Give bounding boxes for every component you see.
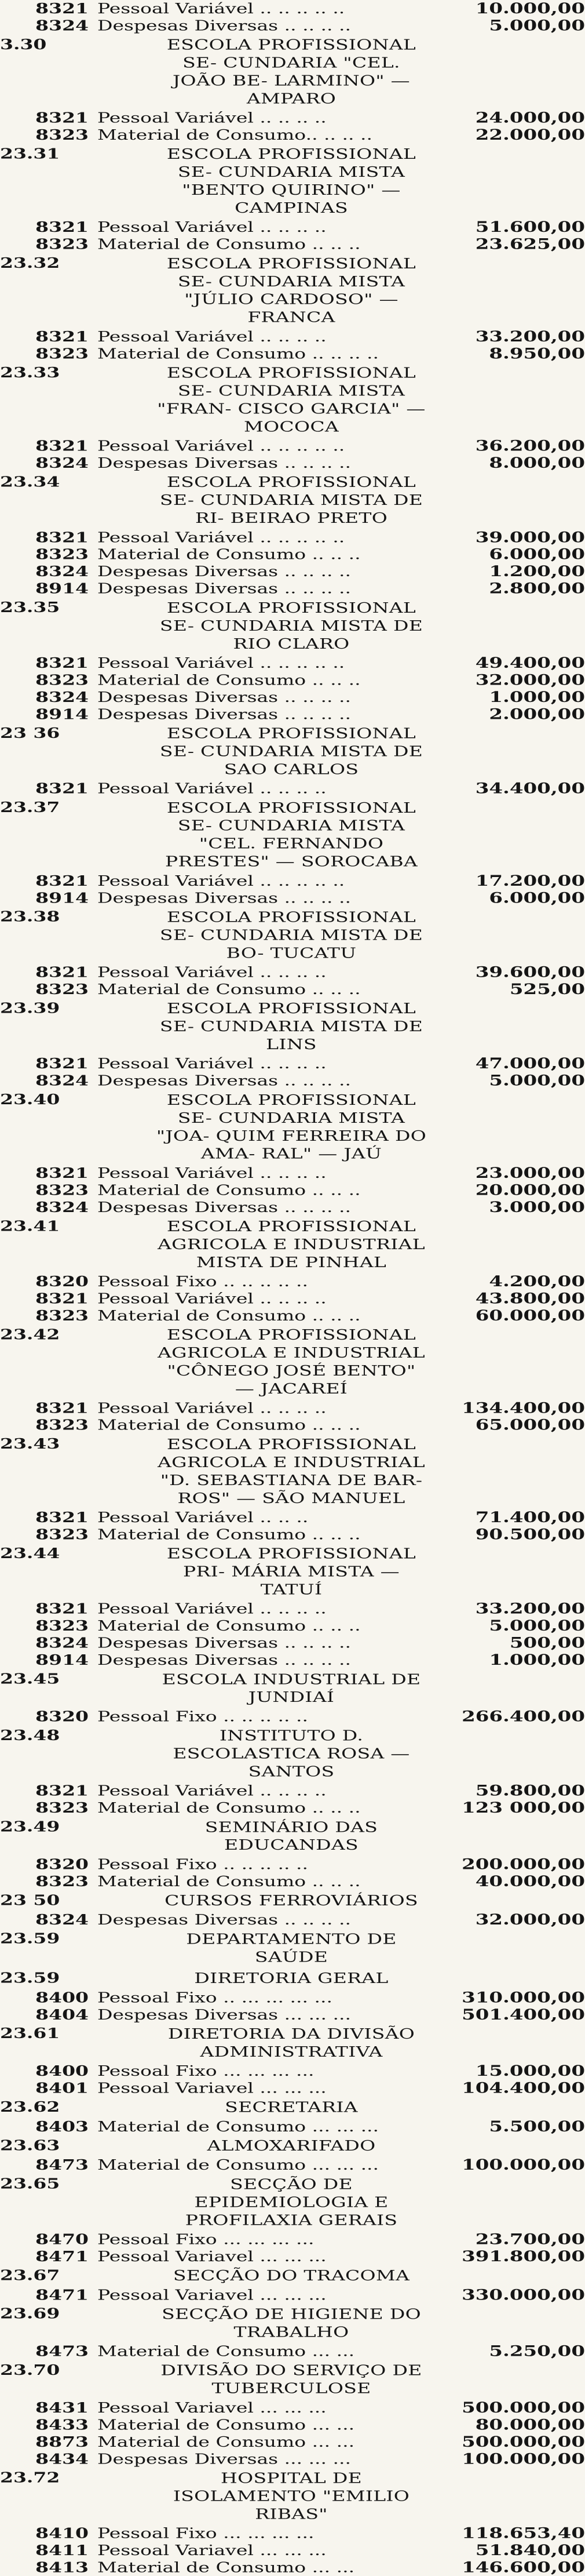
amount-value: 5.000,00 [489, 1617, 585, 1635]
section-number: 23.49 [0, 1818, 60, 1835]
amount-value: 200.000,00 [462, 1855, 585, 1873]
amount-value: 3.000,00 [489, 1199, 585, 1216]
expense-description: Material de Consumo .. .. .. [97, 981, 361, 998]
account-code: 8321 [35, 1782, 89, 1799]
expense-description: Pessoal Variável .. .. .. .. .. [97, 654, 345, 671]
section-number: 23.38 [0, 908, 60, 925]
amount-value: 500.000,00 [462, 2433, 585, 2451]
amount-value: 51.600,00 [475, 219, 585, 236]
amount-value: 90.500,00 [475, 1526, 585, 1544]
account-code: 8400 [35, 1989, 89, 2006]
account-code: 8411 [35, 2542, 89, 2559]
expense-description: Pessoal Variável .. .. .. .. [97, 963, 327, 981]
amount-value: 2.800,00 [489, 580, 585, 598]
expense-description: Pessoal Variável .. .. .. .. .. [97, 872, 345, 889]
account-code: 8324 [35, 454, 89, 471]
expense-description: Despesas Diversas ... ... ... [97, 2006, 351, 2023]
amount-value: 60.000,00 [475, 1307, 585, 1325]
amount-value: 47.000,00 [475, 1055, 585, 1072]
account-code: 8321 [35, 780, 89, 797]
amount-value: 1.200,00 [489, 563, 585, 580]
expense-description: Pessoal Variável .. .. .. .. [97, 780, 327, 797]
section-title: ESCOLA PROFISSIONAL SE- CUNDARIA MISTA "BENTO QUIRINO" — CAMPINAS [166, 145, 416, 216]
amount-value: 5.500,00 [489, 2118, 585, 2135]
section-title: ESCOLA PROFISSIONAL SE- CUNDARIA MISTA "FRAN- CISCO GARCIA" — MOCOCA [157, 364, 426, 435]
amount-value: 23.700,00 [475, 2231, 585, 2248]
section-title: SECÇÃO DE HIGIENE DO TRABALHO [162, 2305, 421, 2341]
account-code: 8324 [35, 689, 89, 705]
amount-value: 59.800,00 [475, 1782, 585, 1800]
section-title: ESCOLA PROFISSIONAL SE- CUNDARIA MISTA "CEL. FERNANDO PRESTES" — SOROCABA [164, 799, 418, 870]
expense-description: Pessoal Fixo ... ... ... ... [97, 2524, 315, 2542]
account-code: 8323 [35, 126, 89, 143]
amount-value: 49.400,00 [475, 654, 585, 672]
expense-description: Despesas Diversas .. .. .. .. [97, 1651, 351, 1668]
expense-description: Pessoal Variável .. .. .. .. [97, 109, 327, 126]
account-code: 8321 [35, 529, 89, 546]
account-code: 8320 [35, 1855, 89, 1873]
amount-value: 501.400,00 [462, 2006, 585, 2024]
section-number: 23.34 [0, 473, 60, 490]
expense-description: Despesas Diversas .. .. .. .. [97, 563, 351, 580]
section-number: 23.43 [0, 1435, 60, 1453]
amount-value: 39.000,00 [475, 529, 585, 546]
expense-description: Despesas Diversas .. .. .. .. [97, 580, 351, 597]
section-title: ESCOLA PROFISSIONAL SE- CUNDARIA MISTA DE RIO CLARO [159, 599, 423, 652]
amount-value: 6.000,00 [489, 889, 585, 907]
section-title: HOSPITAL DE ISOLAMENTO "EMILIO RIBAS" [173, 2469, 410, 2523]
account-code: 8323 [35, 1307, 89, 1324]
section-title: SECRETARIA [225, 2098, 358, 2116]
amount-value: 6.000,00 [489, 545, 585, 563]
expense-description: Pessoal Variavel ... ... ... [97, 2399, 327, 2416]
expense-description: Pessoal Variavel ... ... ... [97, 2542, 327, 2559]
expense-description: Despesas Diversas .. .. .. .. [97, 454, 351, 471]
account-code: 8323 [35, 1617, 89, 1635]
expense-description: Material de Consumo ... ... ... [97, 2156, 379, 2174]
account-code: 8403 [35, 2118, 89, 2135]
expense-description: Pessoal Variável .. .. .. .. [97, 1782, 327, 1799]
amount-value: 104.400,00 [462, 2079, 585, 2097]
expense-description: Material de Consumo .. .. .. [97, 235, 361, 253]
amount-value: 10.000,00 [475, 0, 585, 17]
amount-value: 51.840,00 [475, 2542, 585, 2559]
section-number: 23.61 [0, 2025, 60, 2042]
account-code: 8321 [35, 219, 89, 236]
expense-description: Material de Consumo .. .. .. [97, 671, 361, 689]
section-title: SECÇÃO DO TRACOMA [173, 2267, 410, 2284]
section-number: 23.72 [0, 2469, 60, 2486]
expense-description: Despesas Diversas .. .. .. .. [97, 1199, 351, 1216]
expense-description: Despesas Diversas .. .. .. .. [97, 1911, 351, 1929]
expense-description: Despesas Diversas .. .. .. .. [97, 889, 351, 907]
section-number: 23 36 [0, 724, 60, 741]
account-code: 8323 [35, 545, 89, 563]
section-title: ESCOLA PROFISSIONAL SE- CUNDARIA MISTA "JOA- QUIM FERREIRA DO AMA- RAL" — JAÚ [156, 1091, 427, 1162]
expense-description: Pessoal Variavel ... ... ... [97, 2286, 327, 2304]
amount-value: 1.000,00 [489, 689, 585, 706]
expense-description: Material de Consumo .. .. .. [97, 1873, 361, 1890]
amount-value: 32.000,00 [475, 1911, 585, 1929]
account-code: 8914 [35, 889, 89, 907]
expense-description: Material de Consumo ... ... [97, 2433, 355, 2450]
account-code: 8323 [35, 1181, 89, 1199]
expense-description: Pessoal Fixo .. .. .. .. .. [97, 1855, 308, 1873]
expense-description: Pessoal Variável .. .. .. .. [97, 328, 327, 345]
account-code: 8321 [35, 1600, 89, 1617]
section-title: ESCOLA INDUSTRIAL DE JUNDIAÍ [162, 1671, 421, 1706]
section-title: CURSOS FERROVIÁRIOS [164, 1892, 418, 1909]
account-code: 8321 [35, 1165, 89, 1181]
section-number: 23.63 [0, 2137, 60, 2154]
expense-description: Material de Consumo ... ... ... [97, 2118, 379, 2135]
amount-value: 40.000,00 [475, 1873, 585, 1890]
section-title: ESCOLA PROFISSIONAL SE- CUNDARIA MISTA DE BO- TUCATU [159, 908, 423, 962]
expense-description: Pessoal Variável .. .. .. .. [97, 1055, 327, 1072]
expense-description: Pessoal Variável .. .. .. [97, 1509, 309, 1526]
account-code: 8413 [35, 2559, 89, 2576]
account-code: 8324 [35, 17, 89, 34]
expense-description: Material de Consumo .. .. .. [97, 1799, 361, 1816]
amount-value: 310.000,00 [462, 1989, 585, 2006]
amount-value: 71.400,00 [475, 1509, 585, 1526]
account-code: 8321 [35, 963, 89, 981]
amount-value: 500.000,00 [462, 2399, 585, 2417]
account-code: 8320 [35, 1708, 89, 1725]
amount-value: 80.000,00 [475, 2416, 585, 2433]
expense-description: Material de Consumo .. .. .. [97, 1617, 361, 1635]
account-code: 8321 [35, 872, 89, 889]
expense-description: Pessoal Fixo .. ... ... ... ... [97, 1989, 332, 2006]
amount-value: 500,00 [509, 1634, 585, 1652]
section-number: 23.32 [0, 254, 60, 271]
amount-value: 5.000,00 [489, 1072, 585, 1090]
amount-value: 33.200,00 [475, 1600, 585, 1618]
account-code: 8321 [35, 1509, 89, 1526]
section-title: ESCOLA PROFISSIONAL AGRICOLA E INDUSTRIAL "CÔNEGO JOSÉ BENTO" — JACAREÍ [158, 1326, 425, 1397]
account-code: 8401 [35, 2079, 89, 2097]
account-code: 8321 [35, 654, 89, 671]
account-code: 8321 [35, 1290, 89, 1307]
amount-value: 32.000,00 [475, 671, 585, 689]
account-code: 8410 [35, 2524, 89, 2542]
account-code: 8321 [35, 1055, 89, 1072]
expense-description: Pessoal Variável .. .. .. .. .. [97, 529, 345, 546]
account-code: 8324 [35, 563, 89, 580]
amount-value: 36.200,00 [475, 437, 585, 455]
expense-description: Despesas Diversas .. .. .. .. [97, 17, 351, 34]
amount-value: 2.000,00 [489, 705, 585, 723]
account-code: 8873 [35, 2433, 89, 2450]
amount-value: 17.200,00 [475, 872, 585, 890]
expense-description: Despesas Diversas .. .. .. .. [97, 705, 351, 723]
expense-description: Pessoal Variável .. .. .. .. [97, 1600, 327, 1617]
account-code: 8323 [35, 1799, 89, 1816]
section-title: ESCOLA PROFISSIONAL SE- CUNDARIA MISTA DE RI- BEIRAO PRETO [159, 474, 423, 526]
account-code: 8323 [35, 981, 89, 998]
amount-value: 33.200,00 [475, 328, 585, 345]
expense-description: Material de Consumo .. .. .. .. [97, 345, 379, 362]
expense-description: Pessoal Variável .. .. .. .. [97, 1290, 327, 1307]
section-title: DEPARTAMENTO DE SAÚDE [186, 1930, 397, 1966]
expense-description: Pessoal Fixo ... ... ... ... [97, 2231, 315, 2248]
expense-description: Material de Consumo .. .. .. [97, 1416, 361, 1433]
amount-value: 23.625,00 [475, 235, 585, 253]
section-title: ESCOLA PROFISSIONAL PRI- MÁRIA MISTA — TATUÍ [166, 1545, 416, 1598]
account-code: 8321 [35, 437, 89, 454]
expense-description: Material de Consumo ... ... [97, 2342, 355, 2360]
expense-description: Pessoal Variável .. .. .. .. [97, 1399, 327, 1417]
section-number: 3.30 [0, 35, 47, 53]
expense-description: Despesas Diversas .. .. .. .. [97, 1072, 351, 1089]
amount-value: 22.000,00 [475, 126, 585, 144]
section-number: 23.65 [0, 2175, 60, 2192]
section-number: 23.44 [0, 1544, 60, 1562]
account-code: 8400 [35, 2062, 89, 2079]
account-code: 8470 [35, 2231, 89, 2248]
account-code: 8320 [35, 1273, 89, 1290]
amount-value: 24.000,00 [475, 109, 585, 127]
expense-description: Material de Consumo ... ... [97, 2416, 355, 2433]
section-title: ESCOLA PROFISSIONAL SE- CUNDARIA MISTA DE SAO CARLOS [159, 725, 423, 778]
section-number: 23.41 [0, 1217, 60, 1235]
account-code: 8323 [35, 1873, 89, 1890]
account-code: 8471 [35, 2248, 89, 2265]
section-number: 23.62 [0, 2098, 60, 2115]
section-number: 23.39 [0, 999, 60, 1017]
section-number: 23.59 [0, 1930, 60, 1947]
account-code: 8323 [35, 1416, 89, 1433]
amount-value: 134.400,00 [462, 1399, 585, 1417]
amount-value: 39.600,00 [475, 963, 585, 981]
account-code: 8321 [35, 328, 89, 345]
amount-value: 118.653,40 [462, 2524, 585, 2542]
section-number: 23.40 [0, 1091, 60, 1108]
account-code: 8914 [35, 580, 89, 597]
amount-value: 34.400,00 [475, 780, 585, 798]
amount-value: 5.250,00 [489, 2342, 585, 2360]
account-code: 8473 [35, 2342, 89, 2360]
section-number: 23.69 [0, 2305, 60, 2322]
account-code: 8323 [35, 235, 89, 253]
expense-description: Pessoal Variável .. .. .. .. [97, 1165, 327, 1181]
amount-value: 525,00 [509, 981, 585, 998]
account-code: 8323 [35, 345, 89, 362]
section-number: 23.31 [0, 145, 60, 162]
amount-value: 266.400,00 [462, 1708, 585, 1726]
amount-value: 5.000,00 [489, 17, 585, 34]
section-number: 23.67 [0, 2266, 60, 2284]
expense-description: Despesas Diversas .. .. .. .. [97, 1634, 351, 1651]
amount-value: 4.200,00 [489, 1273, 585, 1290]
expense-description: Material de Consumo .. .. .. [97, 545, 361, 563]
expense-description: Pessoal Fixo .. .. .. .. .. [97, 1708, 308, 1725]
section-title: ESCOLA PROFISSIONAL AGRICOLA E INDUSTRIAL MISTA DE PINHAL [158, 1218, 425, 1271]
section-title: ESCOLA PROFISSIONAL SE- CUNDARIA MISTA "JÚLIO CARDOSO" — FRANCA [166, 254, 416, 326]
expense-description: Material de Consumo ... ... [97, 2559, 355, 2576]
account-code: 8473 [35, 2156, 89, 2174]
amount-value: 330.000,00 [462, 2286, 585, 2304]
expense-description: Despesas Diversas ... ... ... [97, 2450, 351, 2468]
section-title: INSTITUTO D. ESCOLASTICA ROSA — SANTOS [173, 1727, 410, 1780]
expense-description: Pessoal Variavel ... ... ... [97, 2079, 327, 2097]
section-number: 23.35 [0, 599, 60, 616]
section-title: DIRETORIA GERAL [194, 1970, 389, 1987]
expense-description: Pessoal Variável .. .. .. .. [97, 219, 327, 236]
amount-value: 100.000,00 [462, 2156, 585, 2174]
amount-value: 23.000,00 [475, 1165, 585, 1182]
section-number: 23.33 [0, 363, 60, 381]
amount-value: 20.000,00 [475, 1181, 585, 1199]
section-title: DIRETORIA DA DIVISÃO ADMINISTRATIVA [167, 2025, 415, 2060]
amount-value: 8.950,00 [489, 345, 585, 362]
section-title: ESCOLA PROFISSIONAL AGRICOLA E INDUSTRIAL "D. SEBASTIANA DE BAR- ROS" — SÃO MANUEL [158, 1436, 425, 1507]
section-number: 23.59 [0, 1969, 60, 1986]
expense-description: Pessoal Variável .. .. .. .. .. [97, 0, 345, 17]
section-number: 23.37 [0, 799, 60, 816]
expense-description: Pessoal Variável .. .. .. .. .. [97, 437, 345, 454]
expense-description: Pessoal Fixo ... ... ... ... [97, 2062, 315, 2079]
section-number: 23.42 [0, 1326, 60, 1343]
expense-description: Despesas Diversas .. .. .. .. [97, 689, 351, 705]
amount-value: 15.000,00 [475, 2062, 585, 2080]
account-code: 8321 [35, 0, 89, 17]
account-code: 8324 [35, 1911, 89, 1929]
section-title: ESCOLA PROFISSIONAL SE- CUNDARIA MISTA DE LINS [159, 1000, 423, 1053]
amount-value: 8.000,00 [489, 454, 585, 472]
expense-description: Material de Consumo .. .. .. [97, 1181, 361, 1199]
amount-value: 123 000,00 [462, 1799, 585, 1817]
section-number: 23.45 [0, 1670, 60, 1687]
account-code: 8321 [35, 1399, 89, 1417]
account-code: 8471 [35, 2286, 89, 2304]
expense-description: Material de Consumo .. .. .. [97, 1526, 361, 1543]
section-title: SECÇÃO DE EPIDEMIOLOGIA E PROFILAXIA GERAIS [185, 2175, 398, 2229]
expense-description: Pessoal Variavel ... ... ... [97, 2248, 327, 2265]
amount-value: 43.800,00 [475, 1290, 585, 1308]
amount-value: 100.000,00 [462, 2450, 585, 2468]
account-code: 8914 [35, 1651, 89, 1668]
account-code: 8323 [35, 671, 89, 689]
section-number: 23.48 [0, 1726, 60, 1744]
account-code: 8404 [35, 2006, 89, 2023]
account-code: 8323 [35, 1526, 89, 1543]
account-code: 8914 [35, 705, 89, 723]
expense-description: Material de Consumo .. .. .. [97, 1307, 361, 1324]
section-title: ESCOLA PROFISSIONAL SE- CUNDARIA "CEL. JOÃO BE- LARMINO" — AMPARO [166, 36, 416, 107]
account-code: 8431 [35, 2399, 89, 2416]
account-code: 8433 [35, 2416, 89, 2433]
section-title: DIVISÃO DO SERVIÇO DE TUBERCULOSE [160, 2362, 422, 2397]
amount-value: 65.000,00 [475, 1416, 585, 1434]
section-number: 23.70 [0, 2362, 60, 2378]
account-code: 8324 [35, 1199, 89, 1216]
account-code: 8324 [35, 1072, 89, 1089]
section-number: 23 50 [0, 1891, 60, 1909]
amount-value: 1.000,00 [489, 1651, 585, 1669]
expense-description: Pessoal Fixo .. .. .. .. .. [97, 1273, 308, 1290]
amount-value: 146.600,00 [462, 2559, 585, 2576]
section-title: SEMINÁRIO DAS EDUCANDAS [204, 1818, 378, 1854]
amount-value: 391.800,00 [462, 2248, 585, 2265]
expense-description: Material de Consumo.. .. .. .. [97, 126, 372, 143]
account-code: 8434 [35, 2450, 89, 2468]
section-title: ALMOXARIFADO [207, 2137, 376, 2154]
account-code: 8324 [35, 1634, 89, 1651]
account-code: 8321 [35, 109, 89, 126]
